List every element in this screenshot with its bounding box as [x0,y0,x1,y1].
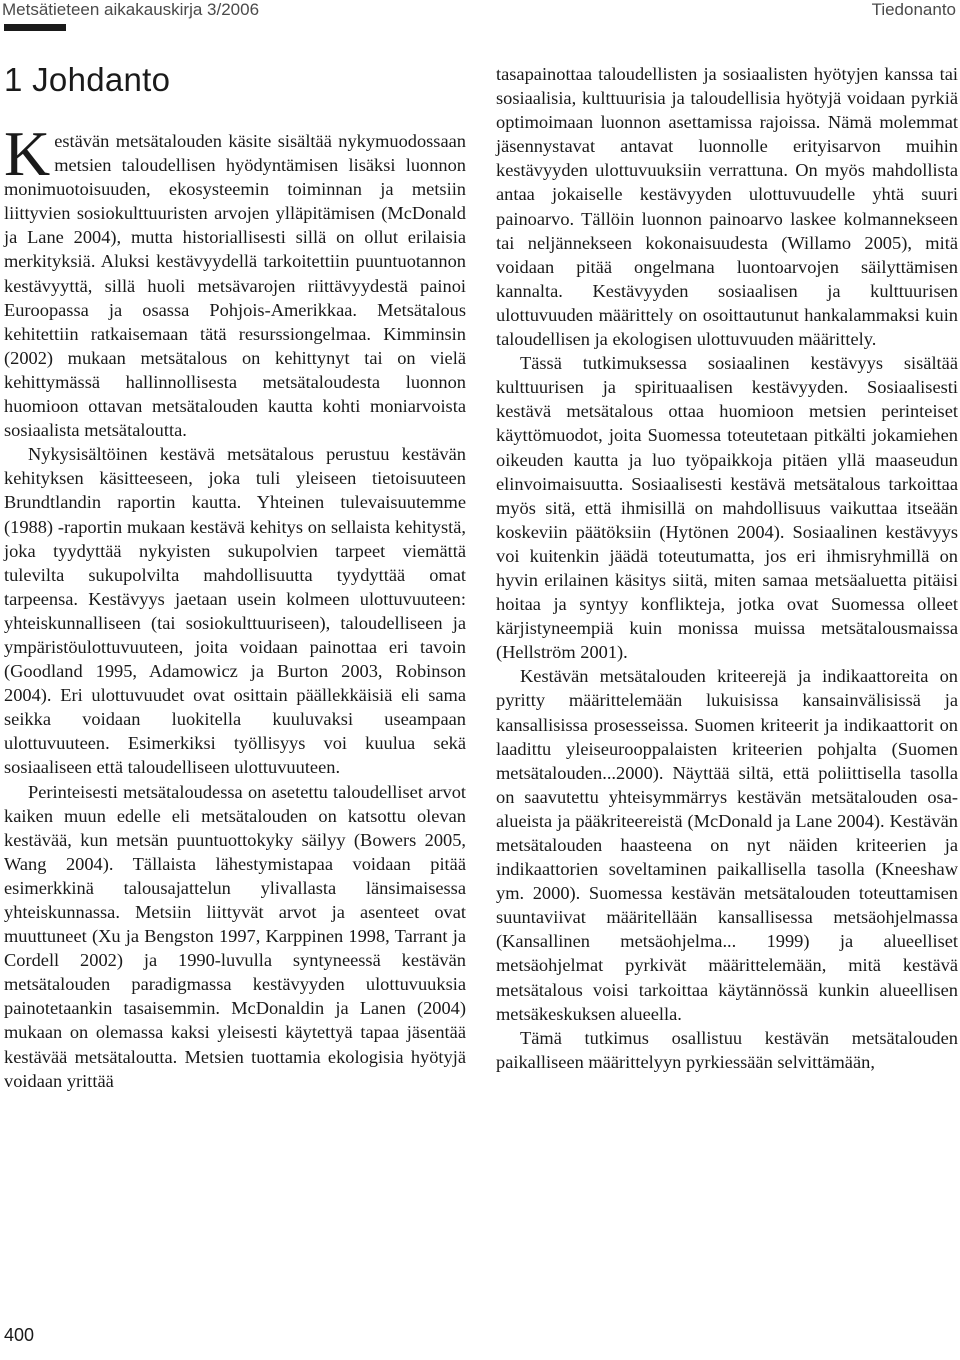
running-header [0,0,960,22]
paragraph-4: Tässä tutkimuksessa sosiaalinen kestävyys sisältää kulttuurisen ja spirituaalisen kestävyyden. Sosiaalisesti kestävä metsätalous ottaa huomioon metsien perinteiset käyttömuodot, joita Suomessa toteutetaan pitkälti jokamiehen oikeuden kautta ja luo työpaikkoja pitäen yllä maaseudun elinvoimaisuutta. Sosiaalisesti kestävä metsätalous tarkoittaa myös sitä, että ihmisillä on mahdollisuus vaikuttaa itseään koskeviin päätöksiin (Hytönen 2004). Sosiaalinen kestävyys voi kuitenkin jäädä toteutumatta, jos eri ihmisryhmillä on hyvin erilainen käsitys siitä, miten samaa metsäaluetta pitäisi hoitaa ja syntyy konflikteja, jotka ovat Suomessa olleet kärjistyneempiä kuin monissa muissa metsätalousmaissa (Hellström 2001). [496,353,958,663]
right-column [496,62,958,1074]
paragraph-2: Nykysisältöinen kestävä metsätalous perustuu kestävän kehityksen käsitteeseen, joka tuli yleiseen tietoisuuteen Brundtlandin raportin kautta. Yhteinen tulevaisuutemme (1988) -raportin mukaan kestävä kehitys on sellaista kehitystä, joka tyydyttää nykyisten sukupolvien tarpeet viemättä tulevilta sukupolvilta mahdollisuutta tyydyttää omat tarpeensa. Kestävyys jaetaan usein kolmeen ulottuvuuteen: yhteiskunnalliseen (tai sosiokulttuuriseen), taloudelliseen ja ympäristöulottuvuuteen, joita voidaan painottaa eri tavoin (Goodland 1995, Adamowicz ja Burton 2003, Robinson 2004). Eri ulottuvuudet ovat osittain päällekkäisiä eli sama seikka voidaan luokitella kuuluvaksi useampaan ulottuvuuteen. Esimerkiksi työllisyys voi kuulua sekä sosiaaliseen että taloudelliseen ulottuvuuteen. [4,444,466,778]
paragraph-3-continued: tasapainottaa taloudellisten ja sosiaalisten hyötyjen kanssa tai sosiaalisia, kulttuurisia ja taloudellisia hyötyjä voidaan pyrkiä optimoimaan luonnon asettamissa rajoissa. Nämä molemmat jäsennystavat antavat luonnolle erityisarvon muihin kestävyyden ulottuvuuksiin verrattuna. On myös mahdollista antaa jokaiselle kestävyyden ulottuvuudelle yhtä suuri painoarvo. Tällöin luonnon painoarvo laskee kolmannekseen tai neljännekseen kokonaisuudesta (Willamo 2005), mitä voidaan pitää ongelmana luontoarvojen säilyttämisen kannalta. Kestävyyden sosiaalisen ja kulttuurisen ulottuvuuden määrittely on osoittautunut hankalammaksi kuin taloudellisen ja ekologisen ulottuvuuden määrittely. [496,64,958,350]
section-heading: 1 Johdanto [4,61,171,98]
paragraph-6: Tämä tutkimus osallistuu kestävän metsätalouden paikalliseen määrittelyyn pyrkiessään selvittämään, [496,1027,958,1072]
journal-title: Metsätieteen aikakauskirja 3/2006 [2,0,260,19]
header-rule [4,24,66,31]
paragraph-1-text: estävän metsätalouden käsite sisältää nykymuodossaan metsien taloudellisen hyödyntämisen lisäksi luonnon monimuotoisuuden, ekosysteemin toiminnan ja metsiin liittyvien sosiokulttuuristen arvojen ylläpitämisen (McDonald ja Lane 2004), mutta historiallisesti sillä on ollut erilaisia merkityksiä. Aluksi kestävyydellä tarkoitettiin puuntuotannon kestävyyttä, sillä huoli metsävarojen riittävyydestä painoi Euroopassa ja osassa Pohjois-Amerikkaa. Metsätalous kehitettiin ratkaisemaan tätä resurssiongelmaa. Kimminsin (2002) mukaan metsätalous on kehittynyt tai on vielä kehittymässä hallinnollisesta metsätaloudesta luonnon huomioon ottavan metsätalouden kautta kohti moniarvoista sosiaalista metsätaloutta. [4,131,466,441]
paragraph-3: Perinteisesti metsätaloudessa on asetettu taloudelliset arvot kaiken muun edelle eli metsätalouden on katsottu olevan kestävää, kun metsän puuntuottokyky säilyy (Bowers 2005, Wang 2004). Tällaista lähestymistapaa voidaan pitää esimerkkinä talousajattelun ylivallasta länsimaisessa yhteiskunnassa. Metsiin liittyvät arvot ja asenteet ovat muuttuneet (Xu ja Bengston 1997, Karppinen 1998, Tarrant ja Cordell 2002) ja 1990-luvulla syntyneessä kestävän metsätalouden paradigmassa kestävyyden ulottuvuuksia painotetaankin tasaisemmin. McDonaldin ja Lanen (2004) mukaan on olemassa kaksi yleisesti käytettyä tapaa jäsentää kestävää metsätaloutta. Metsien tuottamia ekologisia hyötyjä voidaan yrittää [4,781,466,1091]
page-number: 400 [4,1325,35,1345]
left-column [4,60,466,1093]
article-category: Tiedonanto [871,0,956,19]
paragraph-5: Kestävän metsätalouden kriteerejä ja indikaattoreita on pyritty määrittelemään lukuisissa kansainvälisissä ja kansallisissa prosesseissa. Suomen kriteerit ja indikaattorit on laadittu yleiseurooppalaisten kriteerien pohjalta (Suomen metsätalouden...2000). Näyttää siltä, että poliittisella tasolla on saavutettu yhteisymmärrys kestävän metsätalouden osa-alueista ja pääkriteereistä (McDonald ja Lane 2004). Kestävän metsätalouden haasteena on nyt näiden kriteerien ja indikaattorien soveltaminen paikallisella tasolla (Kneeshaw ym. 2000). Suomessa kestävän metsätalouden toteuttamisen suuntaviivat määritellään kansallisessa metsäohjelmassa (Kansallinen metsäohjelma... 1999) ja alueelliset metsäohjelmat pyrkivät määrittelemään, mitä kestävä metsätalous voisi tarkoittaa käytännössä kunkin alueellisen metsäkeskuksen alueella. [496,666,958,1024]
paragraph-1 [4,118,466,442]
drop-cap: K [4,118,51,189]
